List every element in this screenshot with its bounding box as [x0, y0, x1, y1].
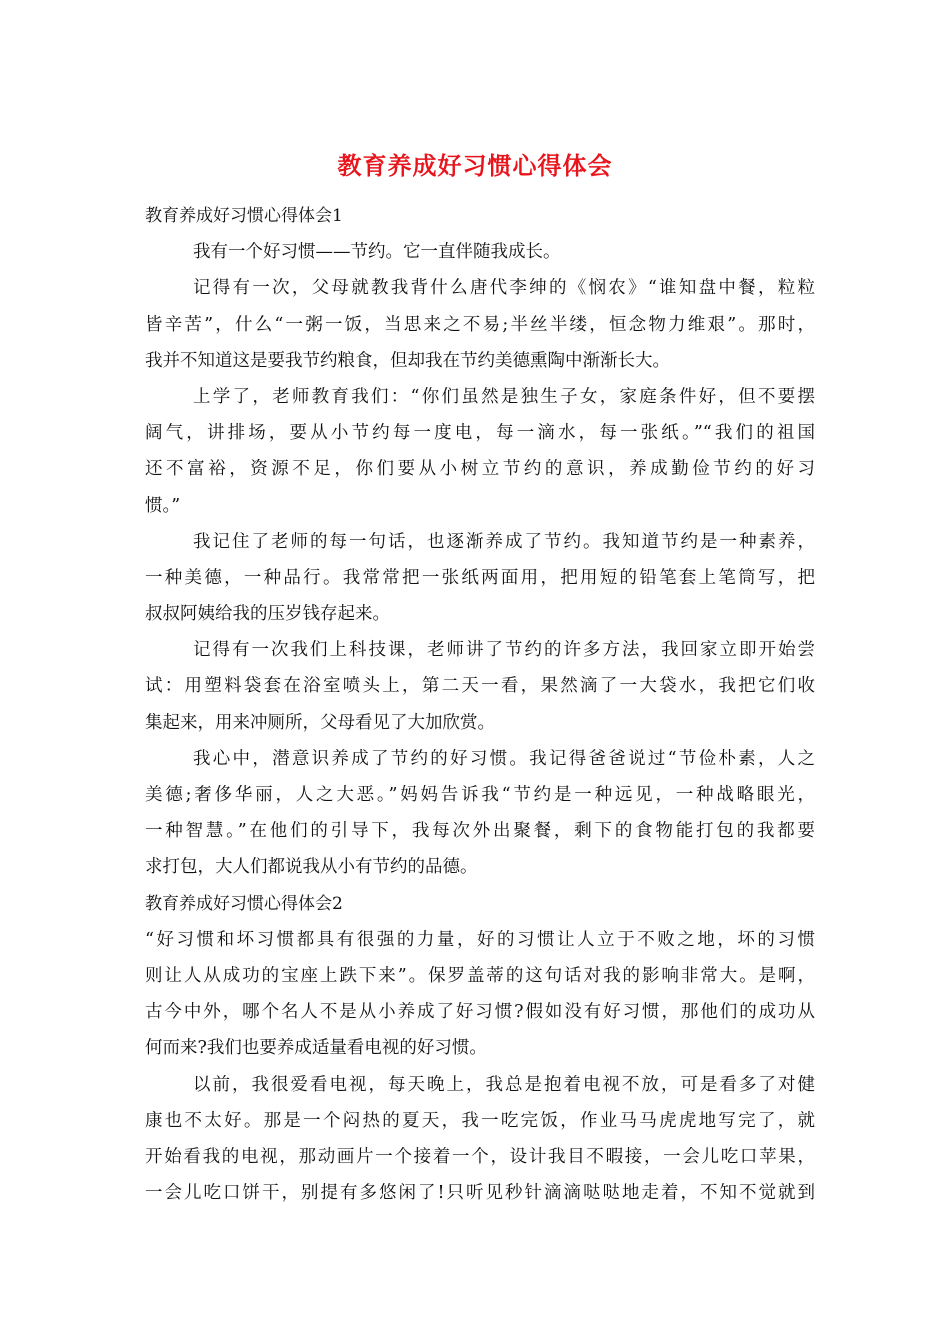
paragraph-line: 古今中外，哪个名人不是从小养成了好习惯?假如没有好习惯，那他们的成功从: [145, 1002, 815, 1023]
document-title: 教育养成好习惯心得体会: [337, 151, 613, 180]
paragraph-line: 记得有一次我们上科技课，老师讲了节约的许多方法，我回家立即开始尝: [193, 640, 815, 661]
paragraph-line: 阔气，讲排场，要从小节约每一度电，每一滴水，每一张纸。”“我们的祖国: [145, 423, 815, 444]
paragraph-line: “好习惯和坏习惯都具有很强的力量，好的习惯让人立于不败之地，坏的习惯: [145, 929, 815, 950]
paragraph-line: 我有一个好习惯——节约。它一直伴随我成长。: [193, 242, 561, 263]
section-heading-2: 教育养成好习惯心得体会2: [145, 893, 343, 914]
paragraph: [145, 922, 815, 1067]
paragraph-line: 上学了，老师教育我们：“你们虽然是独生子女，家庭条件好，但不要摆: [193, 386, 815, 407]
paragraph-line: 求打包，大人们都说我从小有节约的品德。: [145, 857, 478, 878]
paragraph-line: 叔叔阿姨给我的压岁钱存起来。: [145, 604, 390, 625]
paragraph-line: 康也不太好。那是一个闷热的夏天，我一吃完饭，作业马马虎虎地写完了，就: [145, 1110, 815, 1131]
paragraph: [145, 234, 815, 270]
section-heading-1: 教育养成好习惯心得体会1: [145, 206, 343, 226]
paragraph: [145, 1067, 815, 1212]
paragraph-line: 以前，我很爱看电视，每天晚上，我总是抱着电视不放，可是看多了对健: [193, 1074, 815, 1095]
paragraph-line: 开始看我的电视，那动画片一个接着一个，设计我目不暇接，一会儿吃口苹果，: [145, 1146, 815, 1167]
paragraph-line: 我并不知道这是要我节约粮食，但却我在节约美德熏陶中渐渐长大。: [145, 350, 670, 371]
paragraph: [145, 270, 815, 379]
paragraph-line: 则让人从成功的宝座上跌下来”。保罗盖蒂的这句话对我的影响非常大。是啊，: [145, 965, 815, 986]
paragraph: [145, 741, 815, 886]
paragraph-line: 我记住了老师的每一句话，也逐渐养成了节约。我知道节约是一种素养，: [193, 531, 815, 552]
paragraph-line: 皆辛苦”，什么“一粥一饭，当思来之不易;半丝半缕，恒念物力维艰”。那时，: [145, 314, 815, 335]
paragraph-line: 集起来，用来冲厕所，父母看见了大加欣赏。: [145, 712, 495, 733]
paragraph-line: 美德;奢侈华丽，人之大恶。”妈妈告诉我“节约是一种远见，一种战略眼光，: [145, 785, 815, 805]
paragraph-line: 一会儿吃口饼干，别提有多悠闲了!只听见秒针滴滴哒哒地走着，不知不觉就到: [145, 1183, 815, 1204]
paragraph: [145, 379, 815, 524]
paragraph-line: 记得有一次，父母就教我背什么唐代李绅的《悯农》“谁知盘中餐，粒粒: [193, 278, 815, 299]
document-body: [145, 198, 815, 1211]
paragraph-line: 惯。”: [145, 495, 181, 516]
paragraph-line: 还不富裕，资源不足，你们要从小树立节约的意识，养成勤俭节约的好习: [145, 459, 815, 480]
paragraph: [145, 524, 815, 633]
paragraph-line: 我心中，潜意识养成了节约的好习惯。我记得爸爸说过“节俭朴素，人之: [193, 748, 815, 769]
paragraph: [145, 632, 815, 741]
paragraph-line: 何而来?我们也要养成适量看电视的好习惯。: [145, 1038, 487, 1059]
paragraph-line: 一种智慧。”在他们的引导下，我每次外出聚餐，剩下的食物能打包的我都要: [145, 821, 815, 842]
paragraph-line: 试：用塑料袋套在浴室喷头上，第二天一看，果然滴了一大袋水，我把它们收: [145, 676, 815, 697]
paragraph-line: 一种美德，一种品行。我常常把一张纸两面用，把用短的铅笔套上笔筒写，把: [145, 567, 815, 588]
